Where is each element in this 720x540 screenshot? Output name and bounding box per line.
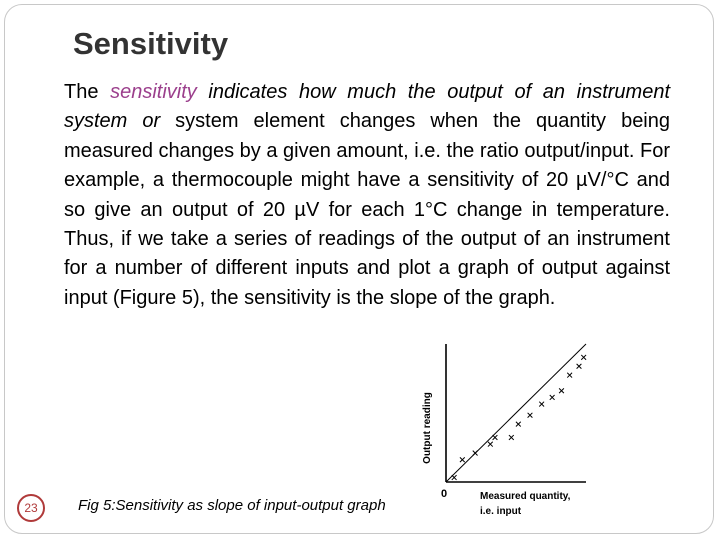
- x-axis-label-line2: i.e. input: [480, 506, 522, 517]
- body-text-italic: indicates how much the output of an instrument system or: [64, 81, 670, 133]
- data-point: [528, 413, 533, 418]
- data-point: [577, 364, 582, 369]
- data-point: [516, 422, 521, 427]
- body-text-intro: The: [64, 81, 111, 103]
- data-point: [567, 373, 572, 378]
- slide-title: Sensitivity: [73, 26, 229, 61]
- data-point: [473, 451, 478, 456]
- sensitivity-graph: [418, 342, 598, 524]
- data-point: [559, 388, 564, 393]
- data-point: [488, 442, 493, 447]
- data-point: [539, 402, 544, 407]
- figure-caption: Fig 5:Sensitivity as slope of input-output graph: [78, 497, 386, 514]
- data-point: [493, 435, 498, 440]
- sensitivity-term: sensitivity: [110, 81, 197, 103]
- origin-label: 0: [440, 488, 448, 500]
- data-point: [581, 355, 586, 360]
- page-number-badge: 23: [17, 494, 45, 522]
- fit-line: [446, 344, 586, 482]
- body-paragraph: [64, 78, 670, 313]
- body-text-rest: system element changes when the quantity being measured changes by a given amount, i.e. the ratio output/input. For example, a thermocouple might have a sensitivity of 20 µV/°C and so give an output of 20 µV for each 1°C change in temperature. Thus, if we take a series of readings of the output of an instrument for a number of different inputs and plot a graph of output against input (Figure 5), the sensitivity is the slope of the graph.: [64, 110, 670, 309]
- data-point: [550, 395, 555, 400]
- y-axis-label: Output reading: [422, 392, 433, 464]
- data-point: [509, 435, 514, 440]
- x-axis-label-line1: Measured quantity,: [480, 491, 571, 502]
- data-point: [460, 457, 465, 462]
- data-point: [452, 475, 457, 480]
- scatter-chart: [418, 342, 598, 524]
